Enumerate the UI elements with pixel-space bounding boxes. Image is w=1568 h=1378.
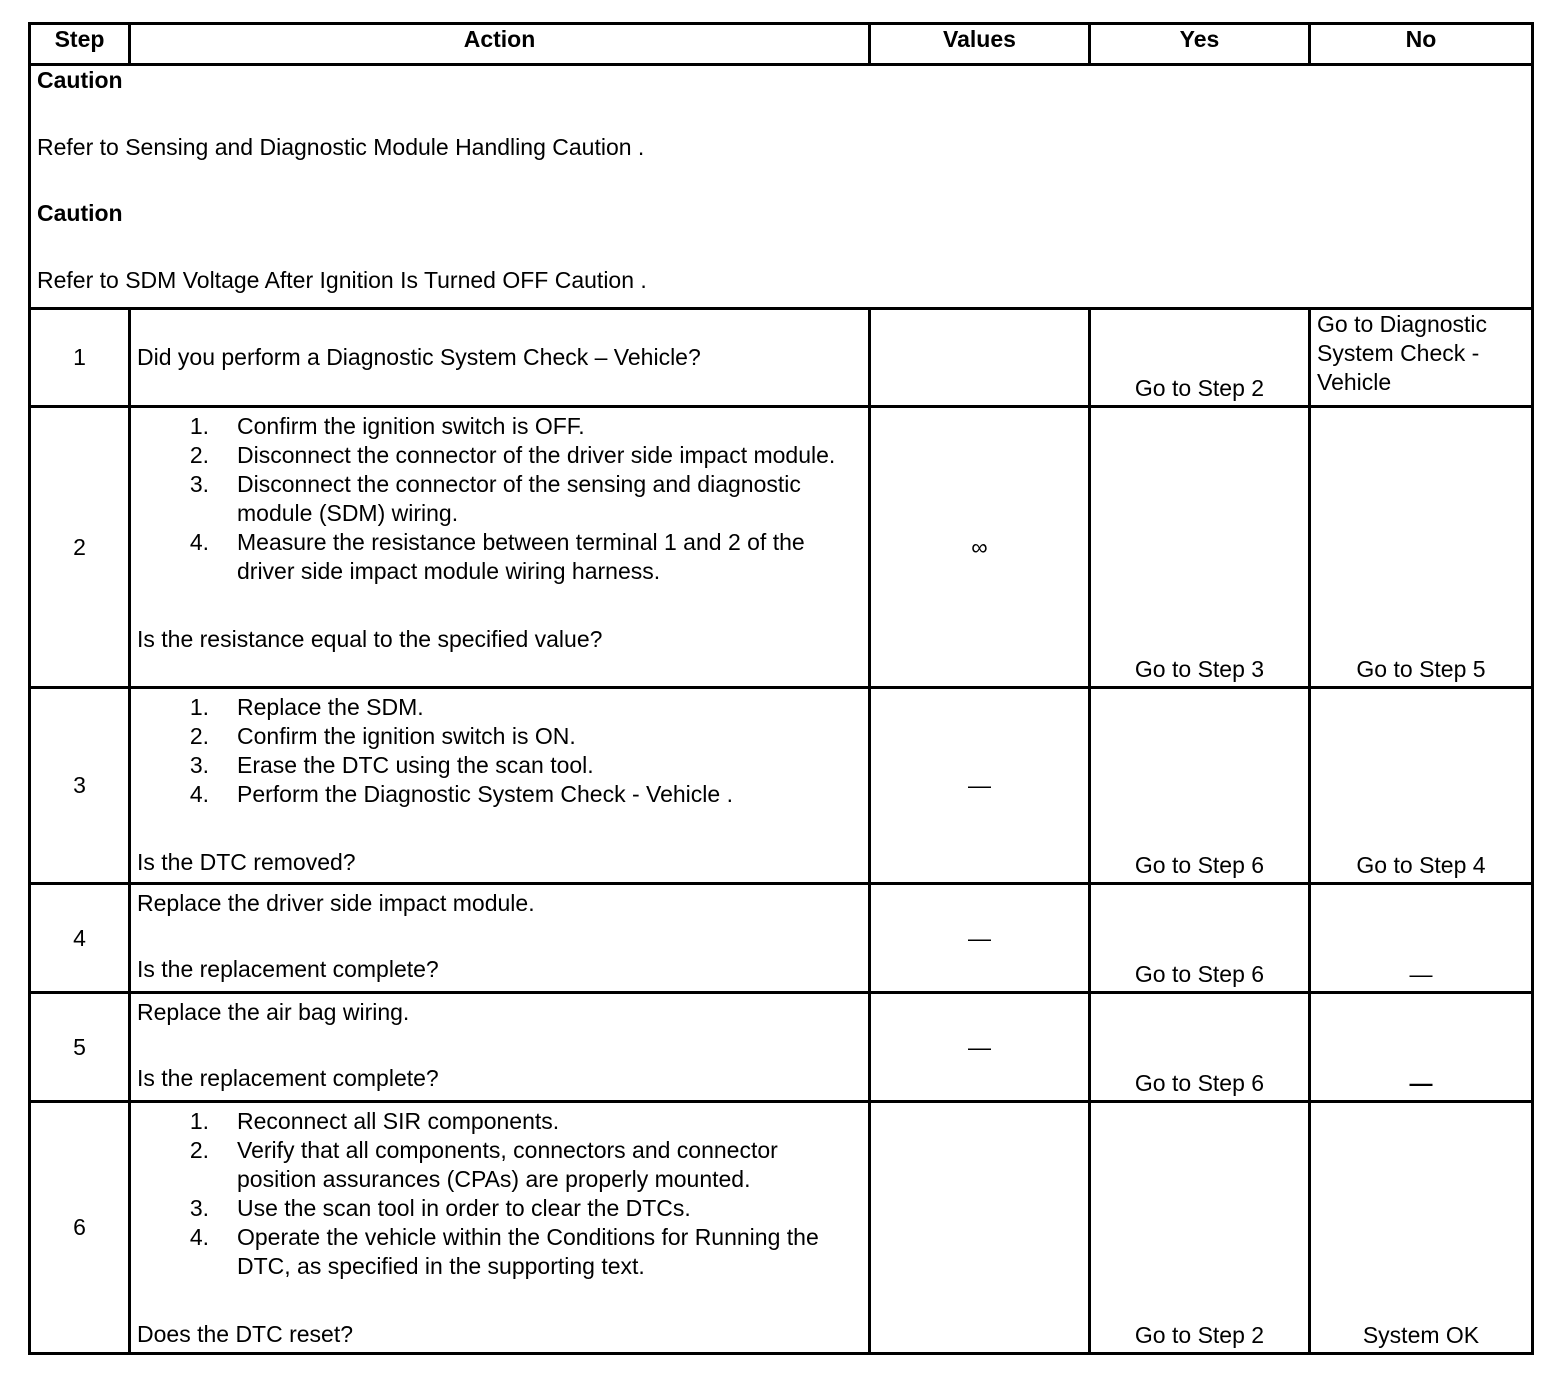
step-number: 3 [30, 688, 130, 884]
value-cell: — [870, 688, 1090, 884]
item-text: Replace the SDM. [237, 694, 424, 720]
question-text: Is the resistance equal to the specified value? [137, 626, 603, 652]
item-number: 2. [189, 442, 209, 468]
yes-link[interactable]: Go to Step 6 [1090, 688, 1310, 884]
header-action: Action [130, 24, 870, 65]
no-value: — [1310, 993, 1533, 1102]
header-yes: Yes [1090, 24, 1310, 65]
table-row [30, 309, 1533, 407]
step-number: 1 [30, 309, 130, 407]
step-number: 4 [30, 884, 130, 993]
item-number: 1. [189, 1108, 209, 1134]
question-text: Does the DTC reset? [137, 1321, 354, 1347]
item-number: 3. [189, 752, 209, 778]
value-cell [870, 1102, 1090, 1354]
step-number: 5 [30, 993, 130, 1102]
yes-link[interactable]: Go to Step 6 [1090, 993, 1310, 1102]
no-link[interactable]: Go to Step 5 [1310, 407, 1533, 688]
action-cell [130, 1102, 870, 1354]
table-row [30, 688, 1533, 884]
question-text: Is the replacement complete? [137, 956, 439, 982]
item-number: 4. [189, 529, 209, 555]
item-text: Disconnect the connector of the sensing and diagnostic module (SDM) wiring. [237, 471, 801, 526]
table-row [30, 1102, 1533, 1354]
value-cell: — [870, 993, 1090, 1102]
diagnostic-table [28, 22, 1534, 1355]
question-text: Is the DTC removed? [137, 849, 356, 875]
no-result: System OK [1310, 1102, 1533, 1354]
item-text: Measure the resistance between terminal 1 and 2 of the driver side impact module wiring harness. [237, 529, 805, 584]
item-number: 1. [189, 413, 209, 439]
action-cell [130, 688, 870, 884]
table-row [30, 407, 1533, 688]
list-item [137, 1107, 862, 1136]
action-cell [130, 993, 870, 1102]
value-cell: ∞ [870, 407, 1090, 688]
list-item [137, 1223, 862, 1281]
item-number: 1. [189, 694, 209, 720]
header-row [30, 24, 1533, 65]
action-cell [130, 309, 870, 407]
item-text: Confirm the ignition switch is ON. [237, 723, 576, 749]
caution-title: Caution [37, 200, 123, 226]
procedure-list [137, 412, 862, 586]
item-number: 3. [189, 1195, 209, 1221]
caution-cell [30, 65, 1533, 309]
list-item [137, 528, 862, 586]
yes-link[interactable]: Go to Step 2 [1090, 1102, 1310, 1354]
header-step: Step [30, 24, 130, 65]
item-text: Operate the vehicle within the Conditions for Running the DTC, as specified in the supporting text. [237, 1224, 819, 1279]
action-text: Replace the air bag wiring. [137, 999, 410, 1025]
item-number: 3. [189, 471, 209, 497]
caution-title: Caution [37, 67, 123, 93]
procedure-list [137, 1107, 862, 1281]
list-item [137, 751, 862, 780]
value-cell [870, 309, 1090, 407]
list-item [137, 1136, 862, 1194]
action-text: Replace the driver side impact module. [137, 890, 535, 916]
list-item [137, 441, 862, 470]
list-item [137, 412, 862, 441]
item-text: Use the scan tool in order to clear the DTCs. [237, 1195, 691, 1221]
item-text: Perform the Diagnostic System Check - Vehicle . [237, 781, 733, 807]
step-number: 2 [30, 407, 130, 688]
item-number: 4. [189, 781, 209, 807]
step-number: 6 [30, 1102, 130, 1354]
list-item [137, 780, 862, 809]
caution-row [30, 65, 1533, 309]
yes-link[interactable]: Go to Step 2 [1090, 309, 1310, 407]
no-link[interactable]: Go to Diagnostic System Check - Vehicle [1310, 309, 1533, 407]
table-row [30, 993, 1533, 1102]
action-cell [130, 884, 870, 993]
yes-link[interactable]: Go to Step 6 [1090, 884, 1310, 993]
list-item [137, 693, 862, 722]
item-number: 2. [189, 723, 209, 749]
question-text: Is the replacement complete? [137, 1065, 439, 1091]
item-text: Disconnect the connector of the driver side impact module. [237, 442, 836, 468]
item-number: 4. [189, 1224, 209, 1250]
no-link[interactable]: Go to Step 4 [1310, 688, 1533, 884]
item-number: 2. [189, 1137, 209, 1163]
table-row [30, 884, 1533, 993]
action-cell [130, 407, 870, 688]
action-text: Did you perform a Diagnostic System Check – Vehicle? [137, 344, 701, 370]
item-text: Verify that all components, connectors and connector position assurances (CPAs) are properly mounted. [237, 1137, 778, 1192]
list-item [137, 1194, 862, 1223]
caution-text: Refer to SDM Voltage After Ignition Is Turned OFF Caution . [37, 267, 647, 293]
header-no: No [1310, 24, 1533, 65]
procedure-list [137, 693, 862, 809]
item-text: Erase the DTC using the scan tool. [237, 752, 594, 778]
header-values: Values [870, 24, 1090, 65]
no-value: — [1310, 884, 1533, 993]
item-text: Reconnect all SIR components. [237, 1108, 560, 1134]
list-item [137, 470, 862, 528]
item-text: Confirm the ignition switch is OFF. [237, 413, 585, 439]
list-item [137, 722, 862, 751]
value-cell: — [870, 884, 1090, 993]
yes-link[interactable]: Go to Step 3 [1090, 407, 1310, 688]
caution-text: Refer to Sensing and Diagnostic Module Handling Caution . [37, 134, 645, 160]
